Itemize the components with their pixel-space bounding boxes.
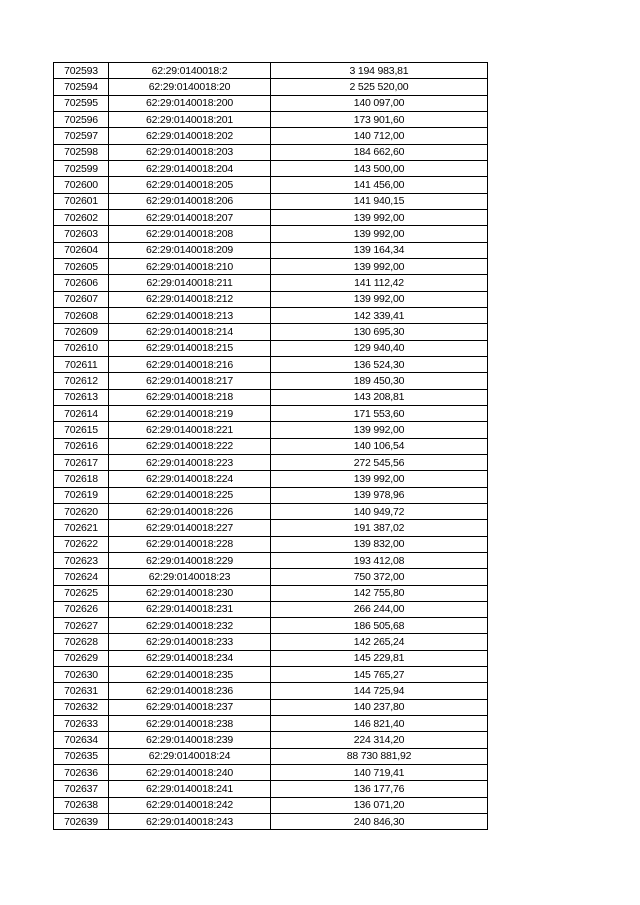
table-row [54,307,488,323]
row-id-cell: 702631 [54,683,109,699]
cadastral-number-cell: 62:29:0140018:24 [109,748,271,764]
table-row [54,781,488,797]
table-row [54,373,488,389]
cadastral-number-cell: 62:29:0140018:242 [109,797,271,813]
cadastral-number-cell: 62:29:0140018:243 [109,814,271,830]
cadastral-number-cell: 62:29:0140018:206 [109,193,271,209]
table-row [54,438,488,454]
cadastral-number-cell: 62:29:0140018:227 [109,520,271,536]
table-row [54,667,488,683]
cadastral-value-cell: 189 450,30 [271,373,488,389]
table-row [54,503,488,519]
row-id-cell: 702603 [54,226,109,242]
row-id-cell: 702628 [54,634,109,650]
cadastral-value-cell: 145 229,81 [271,650,488,666]
row-id-cell: 702600 [54,177,109,193]
cadastral-number-cell: 62:29:0140018:232 [109,618,271,634]
cadastral-value-cell: 136 524,30 [271,356,488,372]
row-id-cell: 702625 [54,585,109,601]
cadastral-number-cell: 62:29:0140018:212 [109,291,271,307]
cadastral-number-cell: 62:29:0140018:221 [109,422,271,438]
cadastral-value-cell: 139 992,00 [271,471,488,487]
cadastral-number-cell: 62:29:0140018:205 [109,177,271,193]
table-row [54,552,488,568]
table-row [54,732,488,748]
cadastral-value-cell: 266 244,00 [271,601,488,617]
cadastral-number-cell: 62:29:0140018:230 [109,585,271,601]
cadastral-value-cell: 143 500,00 [271,160,488,176]
table-row [54,487,488,503]
table-row [54,226,488,242]
cadastral-number-cell: 62:29:0140018:204 [109,160,271,176]
row-id-cell: 702615 [54,422,109,438]
table-row [54,324,488,340]
cadastral-value-cell: 142 755,80 [271,585,488,601]
row-id-cell: 702606 [54,275,109,291]
table-row [54,601,488,617]
cadastral-value-cell: 142 339,41 [271,307,488,323]
cadastral-number-cell: 62:29:0140018:208 [109,226,271,242]
cadastral-number-cell: 62:29:0140018:218 [109,389,271,405]
cadastral-value-cell: 240 846,30 [271,814,488,830]
cadastral-value-cell: 140 097,00 [271,95,488,111]
cadastral-number-cell: 62:29:0140018:209 [109,242,271,258]
cadastral-number-cell: 62:29:0140018:229 [109,552,271,568]
cadastral-value-cell: 186 505,68 [271,618,488,634]
cadastral-number-cell: 62:29:0140018:224 [109,471,271,487]
row-id-cell: 702599 [54,160,109,176]
cadastral-number-cell: 62:29:0140018:211 [109,275,271,291]
cadastral-value-cell: 139 164,34 [271,242,488,258]
table-row [54,291,488,307]
cadastral-value-table [53,62,488,830]
cadastral-number-cell: 62:29:0140018:2 [109,63,271,79]
cadastral-value-cell: 141 456,00 [271,177,488,193]
row-id-cell: 702605 [54,258,109,274]
cadastral-value-cell: 139 992,00 [271,291,488,307]
cadastral-number-cell: 62:29:0140018:214 [109,324,271,340]
table-row [54,340,488,356]
cadastral-value-cell: 129 940,40 [271,340,488,356]
table-row [54,144,488,160]
table-row [54,258,488,274]
table-row [54,177,488,193]
table-row [54,748,488,764]
table-row [54,275,488,291]
cadastral-number-cell: 62:29:0140018:239 [109,732,271,748]
cadastral-value-cell: 191 387,02 [271,520,488,536]
row-id-cell: 702637 [54,781,109,797]
row-id-cell: 702595 [54,95,109,111]
row-id-cell: 702629 [54,650,109,666]
cadastral-value-cell: 88 730 881,92 [271,748,488,764]
cadastral-number-cell: 62:29:0140018:238 [109,716,271,732]
table-row [54,585,488,601]
cadastral-value-cell: 173 901,60 [271,111,488,127]
row-id-cell: 702607 [54,291,109,307]
row-id-cell: 702609 [54,324,109,340]
cadastral-value-cell: 750 372,00 [271,569,488,585]
row-id-cell: 702633 [54,716,109,732]
cadastral-number-cell: 62:29:0140018:210 [109,258,271,274]
row-id-cell: 702632 [54,699,109,715]
cadastral-number-cell: 62:29:0140018:231 [109,601,271,617]
table-row [54,422,488,438]
cadastral-value-cell: 140 237,80 [271,699,488,715]
cadastral-number-cell: 62:29:0140018:226 [109,503,271,519]
cadastral-value-cell: 139 832,00 [271,536,488,552]
cadastral-value-cell: 140 949,72 [271,503,488,519]
row-id-cell: 702610 [54,340,109,356]
table-row [54,111,488,127]
row-id-cell: 702614 [54,405,109,421]
cadastral-number-cell: 62:29:0140018:233 [109,634,271,650]
table-row [54,356,488,372]
row-id-cell: 702608 [54,307,109,323]
cadastral-number-cell: 62:29:0140018:228 [109,536,271,552]
table-row [54,128,488,144]
table-row [54,209,488,225]
cadastral-number-cell: 62:29:0140018:225 [109,487,271,503]
table-row [54,242,488,258]
cadastral-value-cell: 171 553,60 [271,405,488,421]
cadastral-number-cell: 62:29:0140018:240 [109,765,271,781]
row-id-cell: 702602 [54,209,109,225]
cadastral-number-cell: 62:29:0140018:234 [109,650,271,666]
row-id-cell: 702593 [54,63,109,79]
table-row [54,699,488,715]
cadastral-value-cell: 2 525 520,00 [271,79,488,95]
table-body [54,63,488,830]
row-id-cell: 702638 [54,797,109,813]
row-id-cell: 702598 [54,144,109,160]
table-row [54,765,488,781]
row-id-cell: 702594 [54,79,109,95]
cadastral-value-cell: 139 978,96 [271,487,488,503]
cadastral-number-cell: 62:29:0140018:241 [109,781,271,797]
table-row [54,454,488,470]
table-row [54,814,488,830]
table-row [54,160,488,176]
row-id-cell: 702622 [54,536,109,552]
cadastral-value-cell: 140 719,41 [271,765,488,781]
cadastral-number-cell: 62:29:0140018:236 [109,683,271,699]
cadastral-value-cell: 142 265,24 [271,634,488,650]
table-row [54,405,488,421]
table-row [54,193,488,209]
table-row [54,63,488,79]
table-row [54,95,488,111]
row-id-cell: 702639 [54,814,109,830]
cadastral-value-cell: 272 545,56 [271,454,488,470]
cadastral-value-cell: 184 662,60 [271,144,488,160]
table-row [54,520,488,536]
row-id-cell: 702634 [54,732,109,748]
row-id-cell: 702613 [54,389,109,405]
cadastral-value-cell: 139 992,00 [271,209,488,225]
cadastral-number-cell: 62:29:0140018:223 [109,454,271,470]
row-id-cell: 702618 [54,471,109,487]
row-id-cell: 702596 [54,111,109,127]
cadastral-value-cell: 141 940,15 [271,193,488,209]
cadastral-number-cell: 62:29:0140018:202 [109,128,271,144]
table-row [54,79,488,95]
table-row [54,716,488,732]
cadastral-value-cell: 139 992,00 [271,422,488,438]
cadastral-number-cell: 62:29:0140018:207 [109,209,271,225]
cadastral-number-cell: 62:29:0140018:235 [109,667,271,683]
cadastral-number-cell: 62:29:0140018:216 [109,356,271,372]
cadastral-number-cell: 62:29:0140018:215 [109,340,271,356]
cadastral-value-cell: 139 992,00 [271,258,488,274]
cadastral-value-cell: 140 106,54 [271,438,488,454]
cadastral-value-cell: 224 314,20 [271,732,488,748]
table-row [54,569,488,585]
table-row [54,389,488,405]
cadastral-number-cell: 62:29:0140018:20 [109,79,271,95]
row-id-cell: 702636 [54,765,109,781]
table-row [54,683,488,699]
table-row [54,471,488,487]
row-id-cell: 702624 [54,569,109,585]
cadastral-value-cell: 143 208,81 [271,389,488,405]
row-id-cell: 702621 [54,520,109,536]
row-id-cell: 702630 [54,667,109,683]
row-id-cell: 702597 [54,128,109,144]
cadastral-number-cell: 62:29:0140018:23 [109,569,271,585]
cadastral-value-cell: 145 765,27 [271,667,488,683]
row-id-cell: 702627 [54,618,109,634]
table-row [54,618,488,634]
table-row [54,797,488,813]
cadastral-number-cell: 62:29:0140018:201 [109,111,271,127]
row-id-cell: 702620 [54,503,109,519]
row-id-cell: 702619 [54,487,109,503]
cadastral-value-cell: 140 712,00 [271,128,488,144]
row-id-cell: 702611 [54,356,109,372]
row-id-cell: 702635 [54,748,109,764]
cadastral-value-cell: 141 112,42 [271,275,488,291]
cadastral-value-cell: 144 725,94 [271,683,488,699]
cadastral-number-cell: 62:29:0140018:203 [109,144,271,160]
cadastral-value-cell: 130 695,30 [271,324,488,340]
row-id-cell: 702616 [54,438,109,454]
cadastral-value-cell: 136 071,20 [271,797,488,813]
table-row [54,634,488,650]
cadastral-number-cell: 62:29:0140018:217 [109,373,271,389]
row-id-cell: 702626 [54,601,109,617]
cadastral-value-cell: 146 821,40 [271,716,488,732]
table-row [54,650,488,666]
cadastral-value-cell: 136 177,76 [271,781,488,797]
table-row [54,536,488,552]
cadastral-number-cell: 62:29:0140018:213 [109,307,271,323]
row-id-cell: 702617 [54,454,109,470]
cadastral-number-cell: 62:29:0140018:237 [109,699,271,715]
cadastral-number-cell: 62:29:0140018:200 [109,95,271,111]
cadastral-value-cell: 3 194 983,81 [271,63,488,79]
cadastral-value-cell: 193 412,08 [271,552,488,568]
row-id-cell: 702623 [54,552,109,568]
row-id-cell: 702601 [54,193,109,209]
row-id-cell: 702612 [54,373,109,389]
row-id-cell: 702604 [54,242,109,258]
cadastral-value-cell: 139 992,00 [271,226,488,242]
cadastral-number-cell: 62:29:0140018:222 [109,438,271,454]
cadastral-number-cell: 62:29:0140018:219 [109,405,271,421]
